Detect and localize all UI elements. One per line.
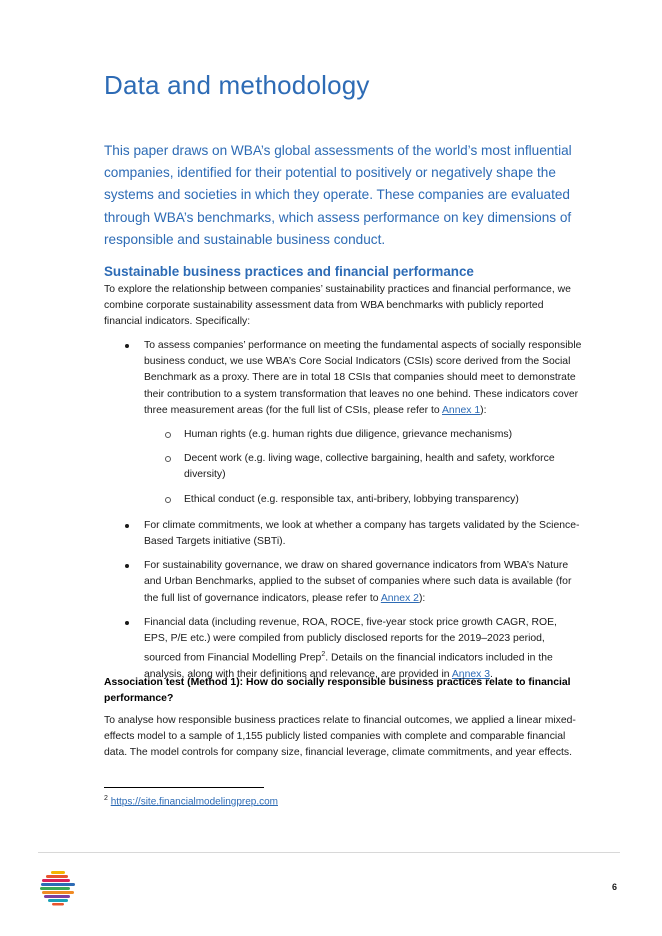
sub-item-text: Ethical conduct (e.g. responsible tax, anti-bribery, lobbying transparency) bbox=[184, 493, 519, 505]
bullet-dot-icon bbox=[125, 524, 129, 528]
measurement-areas-list bbox=[144, 427, 582, 508]
sub-bullet-circle-icon bbox=[165, 456, 171, 462]
bullet-text-end: ): bbox=[480, 404, 487, 416]
sub-item-text: Human rights (e.g. human rights due diligence, grievance mechanisms) bbox=[184, 429, 513, 441]
bullet-text-end: . bbox=[490, 668, 493, 680]
footer-divider bbox=[38, 852, 620, 853]
annex-1-link[interactable]: Annex 1 bbox=[442, 404, 481, 416]
section-lead-paragraph: To explore the relationship between companies’ sustainability practices and financial performance, we combine corporate sustainability assessment data from WBA benchmarks with publicly reported financial indicators. Specifically: bbox=[104, 284, 571, 328]
bullet-dot-icon bbox=[125, 621, 129, 625]
sub-item-text: Decent work (e.g. living wage, collective bargaining, health and safety, workforce diversity) bbox=[184, 453, 555, 481]
footnote-marker: 2 bbox=[321, 651, 326, 659]
bullet-text-end: ): bbox=[418, 592, 426, 604]
bullet-core-social-indicators bbox=[104, 338, 582, 508]
bullet-financial-data bbox=[104, 615, 582, 683]
footnote bbox=[104, 795, 278, 807]
sub-item-ethical-conduct bbox=[144, 492, 582, 508]
bullet-text-continued: . Details on the financial indicators included in the analysis, along with their definitions and relevance, are provided in bbox=[144, 652, 553, 680]
bullet-text: Financial data (including revenue, ROA, ROCE, five-year stock price growth CAGR, ROE, EPS, P/E etc.) were compiled from publicly disclosed reports for the 2019–2023 period, sourced from Financial Modelling Prep bbox=[144, 616, 557, 664]
association-test-heading: Association test (Method 1): How do socially responsible business practices relate to financial performance? bbox=[104, 677, 571, 705]
bullet-text: For climate commitments, we look at whether a company has targets validated by the Science-Based Targets initiative (SBTi). bbox=[144, 519, 580, 548]
page-title: Data and methodology bbox=[104, 70, 370, 100]
annex-2-link[interactable]: Annex 2 bbox=[380, 592, 419, 604]
footnote-number: 2 bbox=[104, 795, 108, 802]
wba-logo-icon bbox=[38, 870, 78, 906]
bullet-climate-commitments bbox=[104, 518, 582, 550]
bullet-dot-icon bbox=[125, 564, 129, 568]
bullet-text: To assess companies’ performance on meeting the fundamental aspects of socially responsible business conduct, we use WBA’s Core Social Indicators (CSIs) score derived from the Social Benchmark as a proxy. There are in total 18 CSIs that companies should meet to demonstrate their contribution to a system transformation that leaves no one behind. These indicators cover three measurement areas (for the full list of CSIs, please refer to bbox=[144, 340, 582, 416]
sub-item-decent-work bbox=[144, 451, 582, 483]
intro-paragraph: This paper draws on WBA’s global assessments of the world’s most influential companies, identified for their potential to positively or negatively shape the systems and societies in which they operate. These companies are evaluated through WBA’s benchmarks, which assess performance on key dimensions of responsible and sustainable business conduct. bbox=[104, 143, 572, 247]
sub-bullet-circle-icon bbox=[165, 497, 171, 503]
sub-bullet-circle-icon bbox=[165, 432, 171, 438]
annex-3-link[interactable]: Annex 3 bbox=[451, 668, 491, 680]
footnote-link[interactable]: https://site.financialmodelingprep.com bbox=[110, 796, 278, 808]
page-number: 6 bbox=[612, 882, 618, 892]
association-test-paragraph: To analyse how responsible business practices relate to financial outcomes, we applied a linear mixed-effects model to a sample of 1,155 publicly listed companies with complete and comparable financial data. The model controls for company size, financial leverage, climate commitments, and year effects. bbox=[104, 715, 576, 759]
methodology-bullet-list bbox=[104, 338, 582, 691]
section-heading: Sustainable business practices and financial performance bbox=[104, 264, 474, 279]
sub-item-human-rights bbox=[144, 427, 582, 443]
bullet-sustainability-governance bbox=[104, 558, 582, 607]
bullet-dot-icon bbox=[125, 344, 129, 348]
bullet-text: For sustainability governance, we draw on shared governance indicators from WBA’s Nature and Urban Benchmarks, applied to the subset of companies where such data is available (for the full list of governance indicators, please refer to bbox=[144, 560, 572, 604]
footnote-divider bbox=[104, 787, 264, 788]
